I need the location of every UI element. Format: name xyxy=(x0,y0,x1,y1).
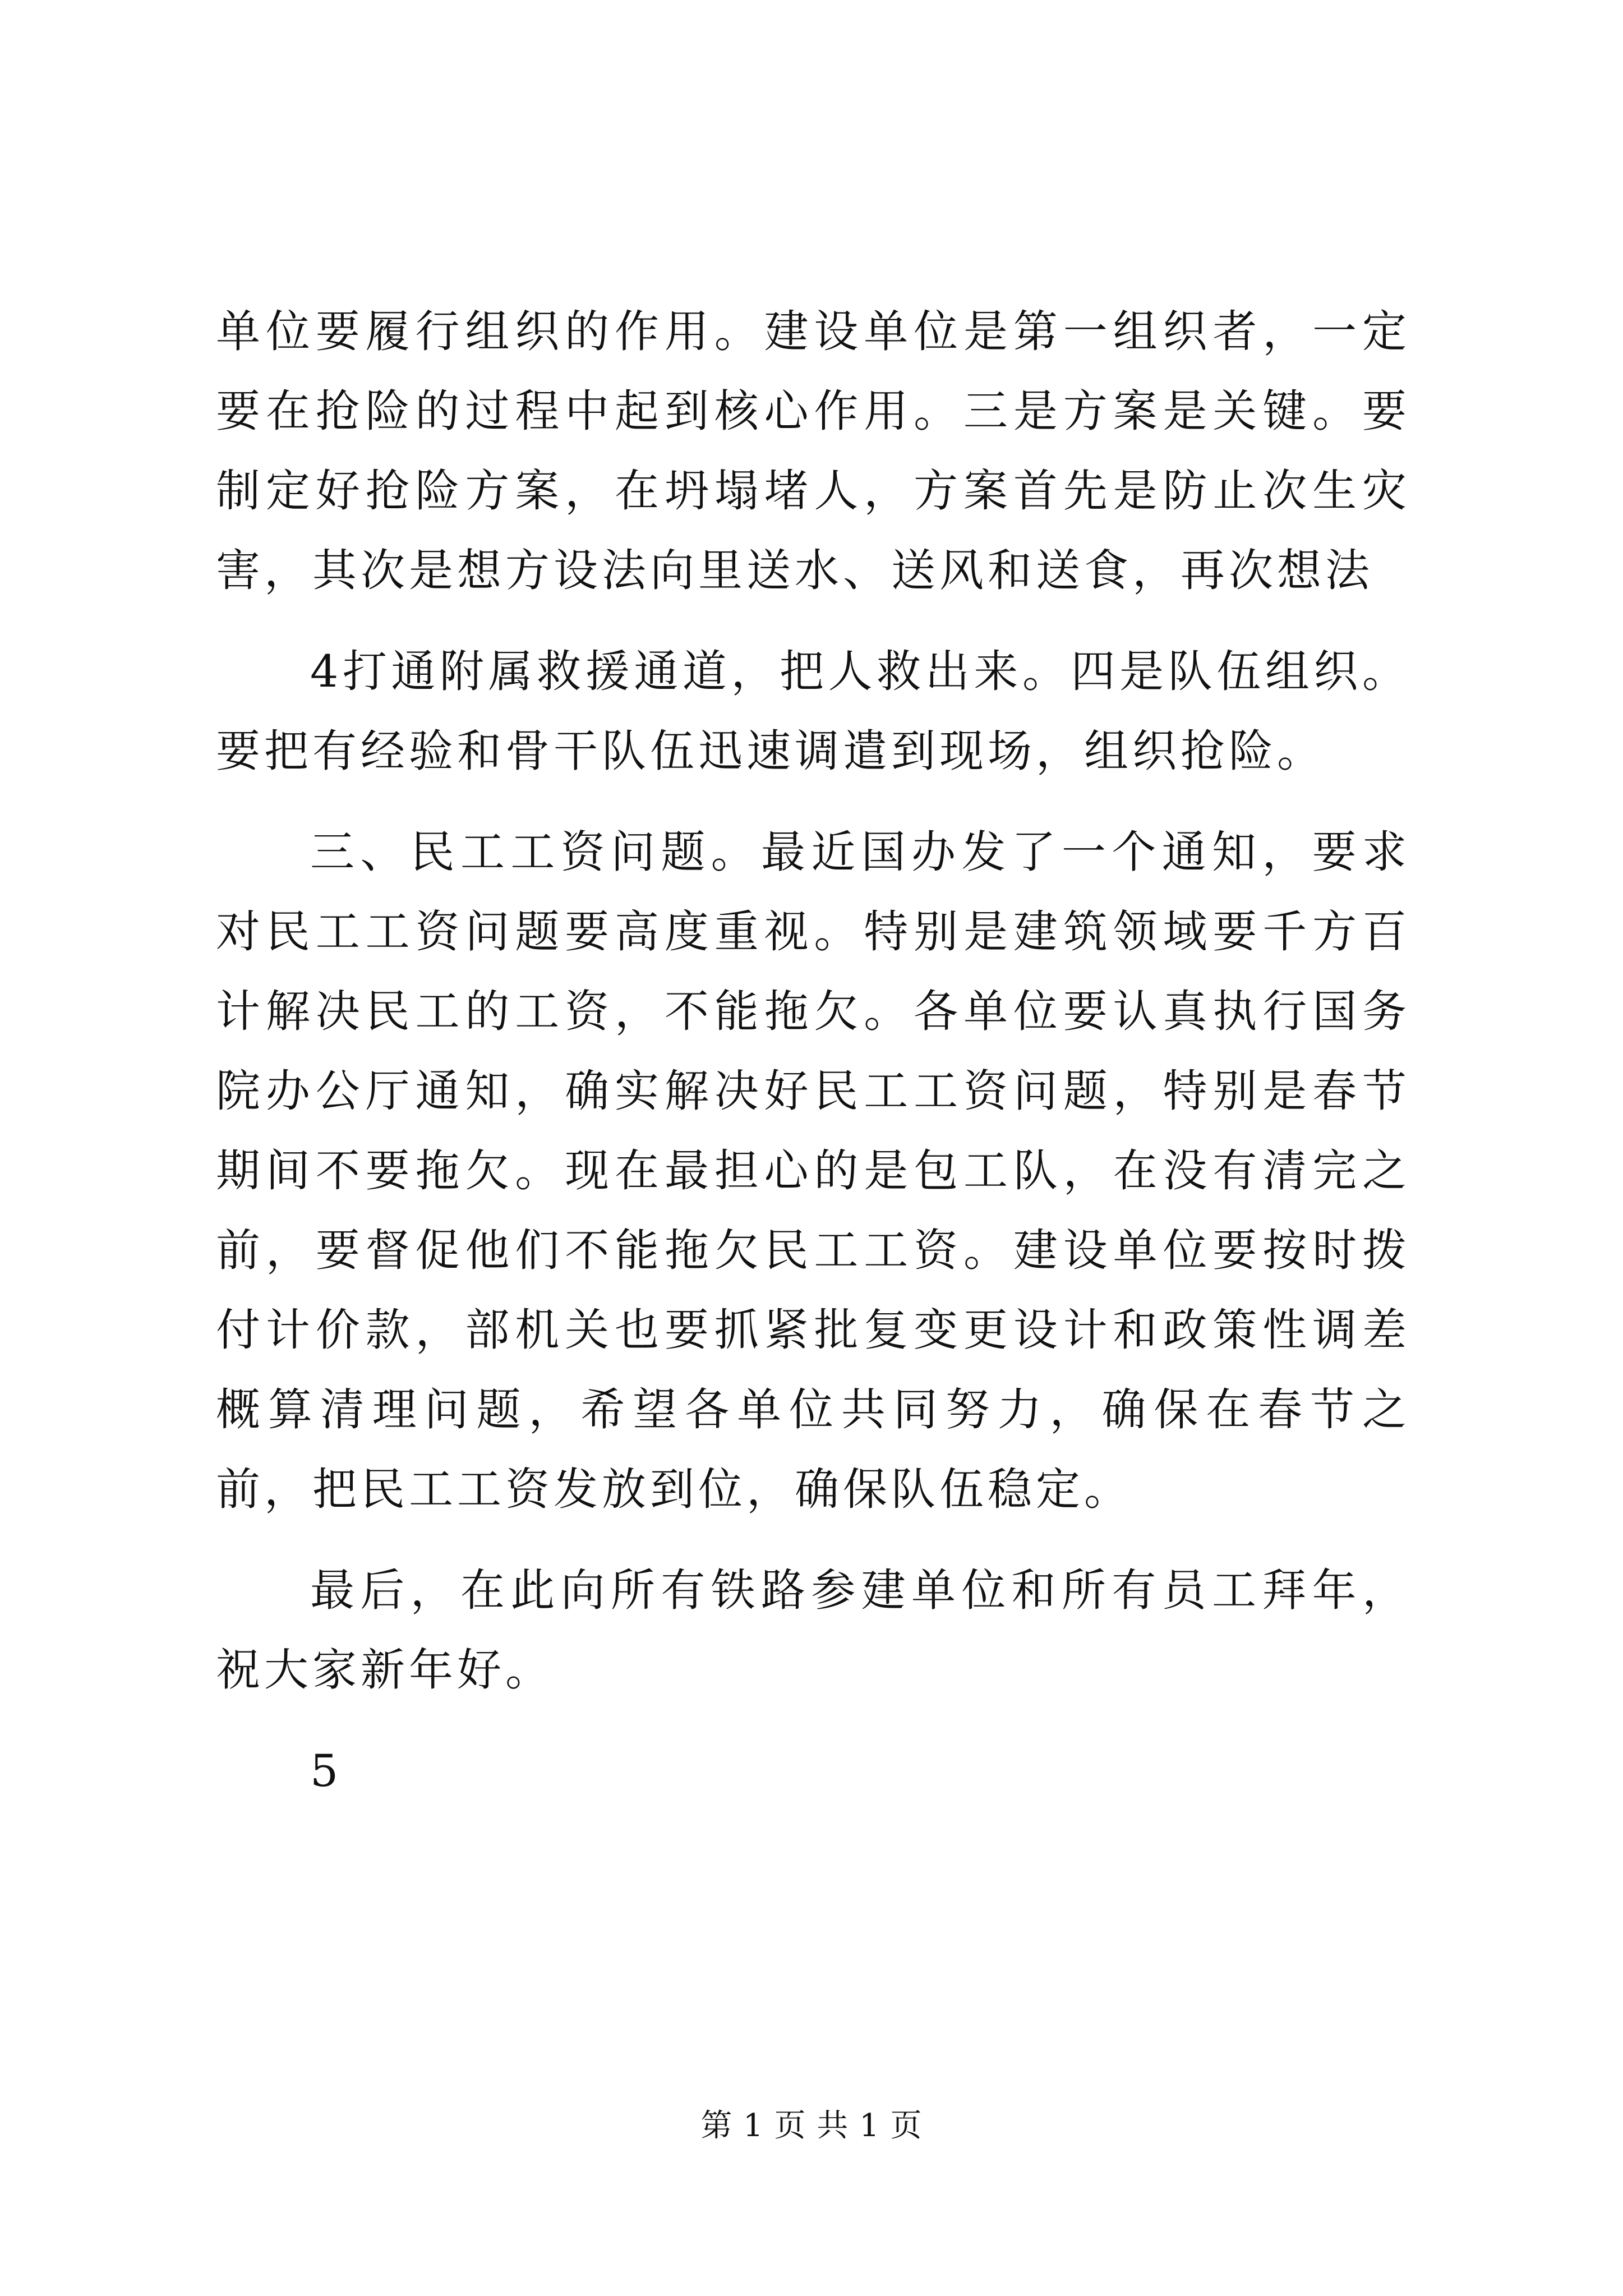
paragraph-2: 4打通附属救援通道，把人救出来。四是队伍组织。要把有经验和骨干队伍迅速调遣到现场，组织抢险。 xyxy=(216,646,1410,777)
paragraph-4: 最后，在此向所有铁路参建单位和所有员工拜年，祝大家新年好。 xyxy=(216,1565,1410,1696)
page-footer: 第 1 页 共 1 页 xyxy=(700,2108,923,2144)
paragraph-5: 5 xyxy=(310,1745,343,1797)
paragraph-1: 单位要履行组织的作用。建设单位是第一组织者，一定要在抢险的过程中起到核心作用。三是方案是关键。要制定好抢险方案，在坍塌堵人，方案首先是防止次生灾害，其次是想方设法向里送水、送风和送食，再次想法 xyxy=(216,306,1410,596)
document-body xyxy=(216,292,1410,1832)
paragraph-3: 三、民工工资问题。最近国办发了一个通知，要求对民工工资问题要高度重视。特别是建筑领域要千方百计解决民工的工资，不能拖欠。各单位要认真执行国务院办公厅通知，确实解决好民工工资问题，特别是春节期间不要拖欠。现在最担心的是包工队，在没有清完之前，要督促他们不能拖欠民工工资。建设单位要按时拨付计价款，部机关也要抓紧批复变更设计和政策性调差概算清理问题，希望各单位共同努力，确保在春节之前，把民工工资发放到位，确保队伍稳定。 xyxy=(216,826,1410,1515)
